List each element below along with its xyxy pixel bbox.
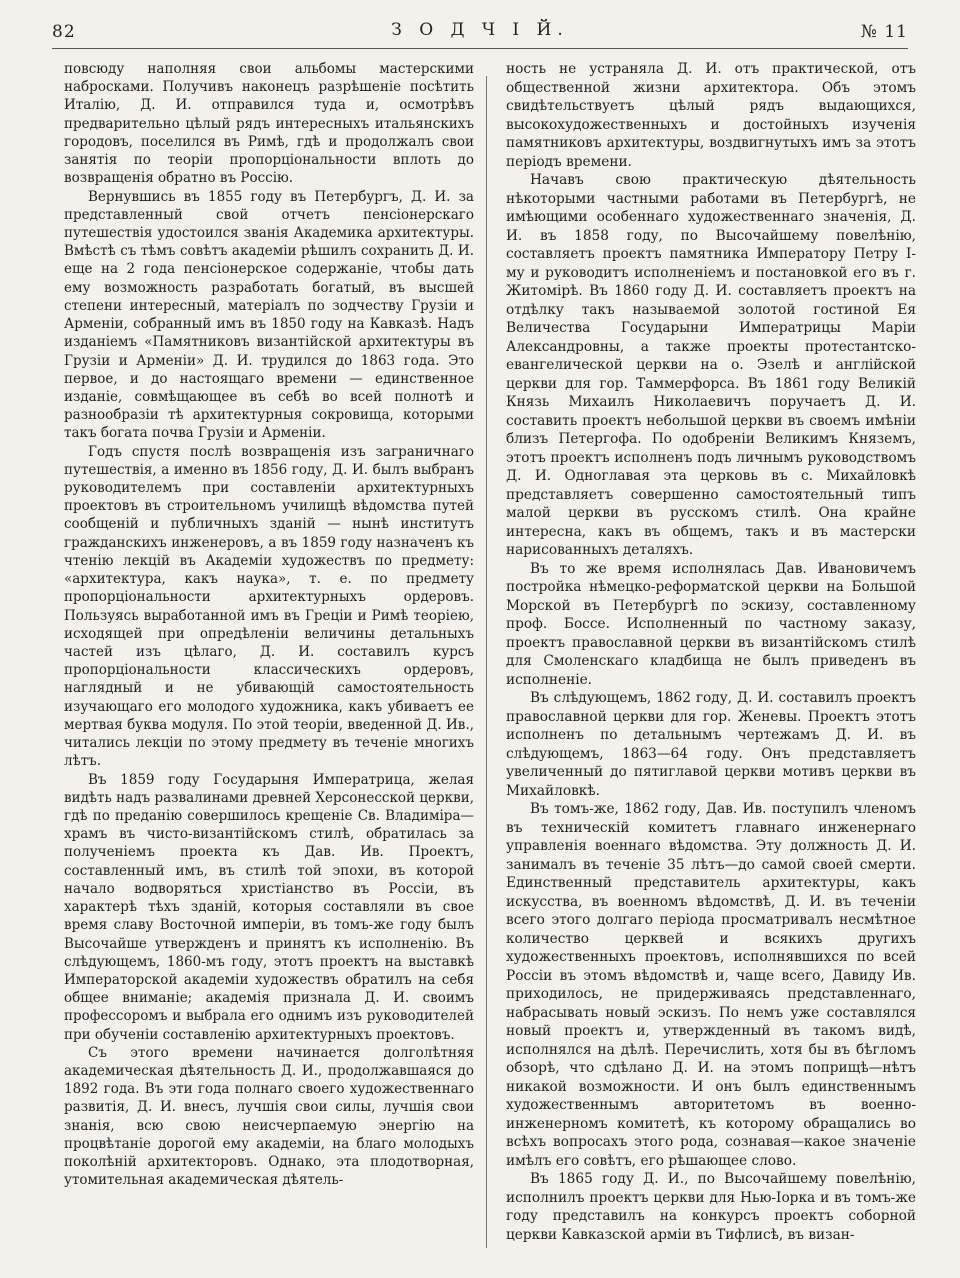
paragraph: Съ этого времени начинается долголѣтняя академическая дѣятельность Д. И., продолжавшаяся до 1892 года. Въ эти года полнаго своего художественнаго развитія, Д. И. внесъ, лучшія свои силы, лучшія свои знанія, всю свою неисчерпаемую энергію на процвѣтаніе дорогой ему академіи, на благо молодыхъ поколѣній архитекторовъ. Однако, эта плодотворная, утомительная академическая дѣятель- (64, 1044, 474, 1189)
paragraph: Вернувшись въ 1855 году въ Петербургъ, Д. И. за представленный свой отчетъ пенсіонерскаго путешествія удостоился званія Академика архитектуры. Вмѣстѣ съ тѣмъ совѣтъ академіи рѣшилъ сохранить Д. И. еще на 2 года пенсіонерское содержаніе, чтобы дать ему возможность разработать богатый, въ высшей степени интересный, матеріалъ по зодчеству Грузіи и Арменіи, собранный имъ въ 1850 году на Кавказѣ. Надъ изданіемъ «Памятниковъ византійской архитектуры въ Грузіи и Арменіи» Д. И. трудился до 1863 года. Это первое, и до настоящаго времени — единственное изданіе, совмѣщающее въ себѣ во всей полнотѣ и разнообразіи тѣ архитектурныя сокровища, которыми такъ богата почва Грузіи и Арменіи. (64, 188, 474, 442)
page-number: 82 (52, 22, 76, 42)
paragraph: Годъ спустя послѣ возвращенія изъ заграничнаго путешествія, а именно въ 1856 году, Д. И. былъ выбранъ руководителемъ при составленіи архитектурныхъ проектовъ въ строительномъ училищѣ вѣдомства путей сообщеній и публичныхъ зданій — нынѣ институтъ гражданскихъ инженеровъ, а въ 1859 году назначенъ къ чтенію лекцій въ Академіи художествъ по предмету: «архитектура, какъ наука», т. е. по предмету пропорціональности архитектурныхъ ордеровъ. Пользуясь выработанной имъ въ Греціи и Римѣ теоріею, исходящей при опредѣленіи величины детальныхъ частей изъ цѣлаго, Д. И. составилъ курсъ пропорціональности классическихъ ордеровъ, наглядный и не убивающій самостоятельность изучающаго его молодого художника, какъ убиваетъ ее мертвая буква модуля. По этой теоріи, введенной Д. Ив., читались лекціи по этому предмету въ теченіе многихъ лѣтъ. (64, 443, 474, 770)
left-column (64, 60, 474, 1190)
paragraph: повсюду наполняя свои альбомы мастерскими набросками. Получивъ наконецъ разрѣшеніе посѣтить Италію, Д. И. отправился туда и, осмотрѣвъ предварительно цѣлый рядъ интересныхъ итальянскихъ городовъ, поселился въ Римѣ, гдѣ и продолжалъ свои занятія по теоріи пропорціональности вплоть до возвращенія обратно въ Россію. (64, 61, 474, 187)
paragraph: ность не устраняла Д. И. отъ практической, отъ общественной жизни архитектора. Объ этомъ свидѣтельствуетъ цѣлый рядъ выдающихся, высокохудожественныхъ и достойныхъ изученія памятниковъ архитектуры, воздвигнутыхъ имъ за этотъ періодъ времени. (506, 61, 916, 170)
paragraph: Въ 1865 году Д. И., по Высочайшему повелѣнію, исполнилъ проектъ церкви для Нью-Іорка и въ томъ-же году представилъ на конкурсъ проектъ соборной церкви Кавказской арміи въ Тифлисѣ, въ визан- (506, 1171, 916, 1243)
header-rule (52, 48, 908, 49)
column-divider (486, 76, 487, 1248)
page-header (52, 18, 908, 46)
issue-number: № 11 (860, 22, 908, 42)
paragraph: Въ томъ-же, 1862 году, Дав. Ив. поступилъ членомъ въ техническій комитетъ главнаго инженернаго управленія военнаго вѣдомства. Эту должность Д. И. занималъ въ теченіе 35 лѣтъ—до самой своей смерти. Единственный представитель архитектуры, какъ искусства, въ военномъ вѣдомствѣ, Д. И. въ теченіи всего этого долгаго періода просматривалъ несмѣтное количество церквей и всякихъ другихъ художественныхъ проектовъ, исполнявшихся по всей Россіи въ этомъ вѣдомствѣ и, чаще всего, Давиду Ив. приходилось, не придерживаясь представленнаго, набрасывать новый эскизъ. По немъ уже составлялся новый проектъ и, утвержденный въ такомъ видѣ, исполнялся на дѣлѣ. Перечислить, хотя бы въ бѣгломъ обзорѣ, что сдѣлано Д. И. на этомъ поприщѣ—нѣтъ никакой возможности. И онъ былъ единственнымъ художественнымъ авторитетомъ въ военно-инженерномъ комитетѣ, къ которому обращались во всѣхъ вопросахъ этого рода, сознавая—какое значеніе имѣлъ его совѣтъ, его рѣшающее слово. (506, 801, 916, 1169)
paragraph: Въ слѣдующемъ, 1862 году, Д. И. составилъ проектъ православной церкви для гор. Женевы. Проектъ этотъ исполненъ по детальнымъ чертежамъ Д. И. въ слѣдующемъ, 1863—64 году. Онъ представляетъ увеличенный до пятиглавой церкви мотивъ церкви въ Михайловкѣ. (506, 690, 916, 799)
paragraph: Въ 1859 году Государыня Императрица, желая видѣть надъ развалинами древней Херсонесской церкви, гдѣ по преданію совершилось крещеніе Св. Владиміра—храмъ въ чисто-византійскомъ стилѣ, обратилась за полученіемъ проекта къ Дав. Ив. Проектъ, составленный имъ, въ стилѣ той эпохи, въ которой начало водворяться христіанство въ Россіи, въ характерѣ тѣхъ зданій, которыя составляли въ свое время славу Восточной имперіи, въ томъ-же году былъ Высочайше утвержденъ и принятъ къ исполненію. Въ слѣдующемъ, 1860-мъ году, этотъ проектъ на выставкѣ Императорской академіи художествъ обратилъ на себя общее вниманіе; академія признала Д. И. своимъ профессоромъ и выбрала его однимъ изъ руководителей при обученіи составленію архитектурныхъ проектовъ. (64, 771, 474, 1043)
right-column (506, 60, 916, 1244)
journal-title: З О Д Ч І Й. (391, 20, 569, 40)
paragraph: Начавъ свою практическую дѣятельность нѣкоторыми частными работами въ Петербургѣ, не имѣющими особеннаго художественнаго значенія, Д. И. въ 1858 году, по Высочайшему повелѣнію, составляетъ проектъ памятника Императору Петру I-му и руководитъ исполненіемъ и постановкой его въ г. Житомірѣ. Въ 1860 году Д. И. составляетъ проектъ на отдѣлку такъ называемой золотой гостиной Ея Величества Государыни Императрицы Маріи Александровны, а также проекты протестантско-евангелической церкви на о. Эзелѣ и англійской церкви для гор. Таммерфорса. Въ 1861 году Великій Князь Михаилъ Николаевичъ поручаетъ Д. И. составить проектъ небольшой церкви въ своемъ имѣніи близъ Петергофа. По одобреніи Великимъ Княземъ, этотъ проектъ исполненъ подъ личнымъ руководствомъ Д. И. Одноглавая эта церковь въ с. Михайловкѣ представляетъ совершенно самостоятельный типъ малой церкви въ русскомъ стилѣ. Она крайне интересна, какъ въ общемъ, такъ и въ мастерски нарисованныхъ деталяхъ. (506, 172, 916, 558)
paragraph: Въ то же время исполнялась Дав. Ивановичемъ постройка нѣмецко-реформатской церкви на Большой Морской въ Петербургѣ по эскизу, составленному проф. Боссе. Исполненный по частному заказу, проектъ православной церкви въ византійскомъ стилѣ для Смоленскаго кладбища не былъ приведенъ въ исполненіе. (506, 560, 916, 688)
